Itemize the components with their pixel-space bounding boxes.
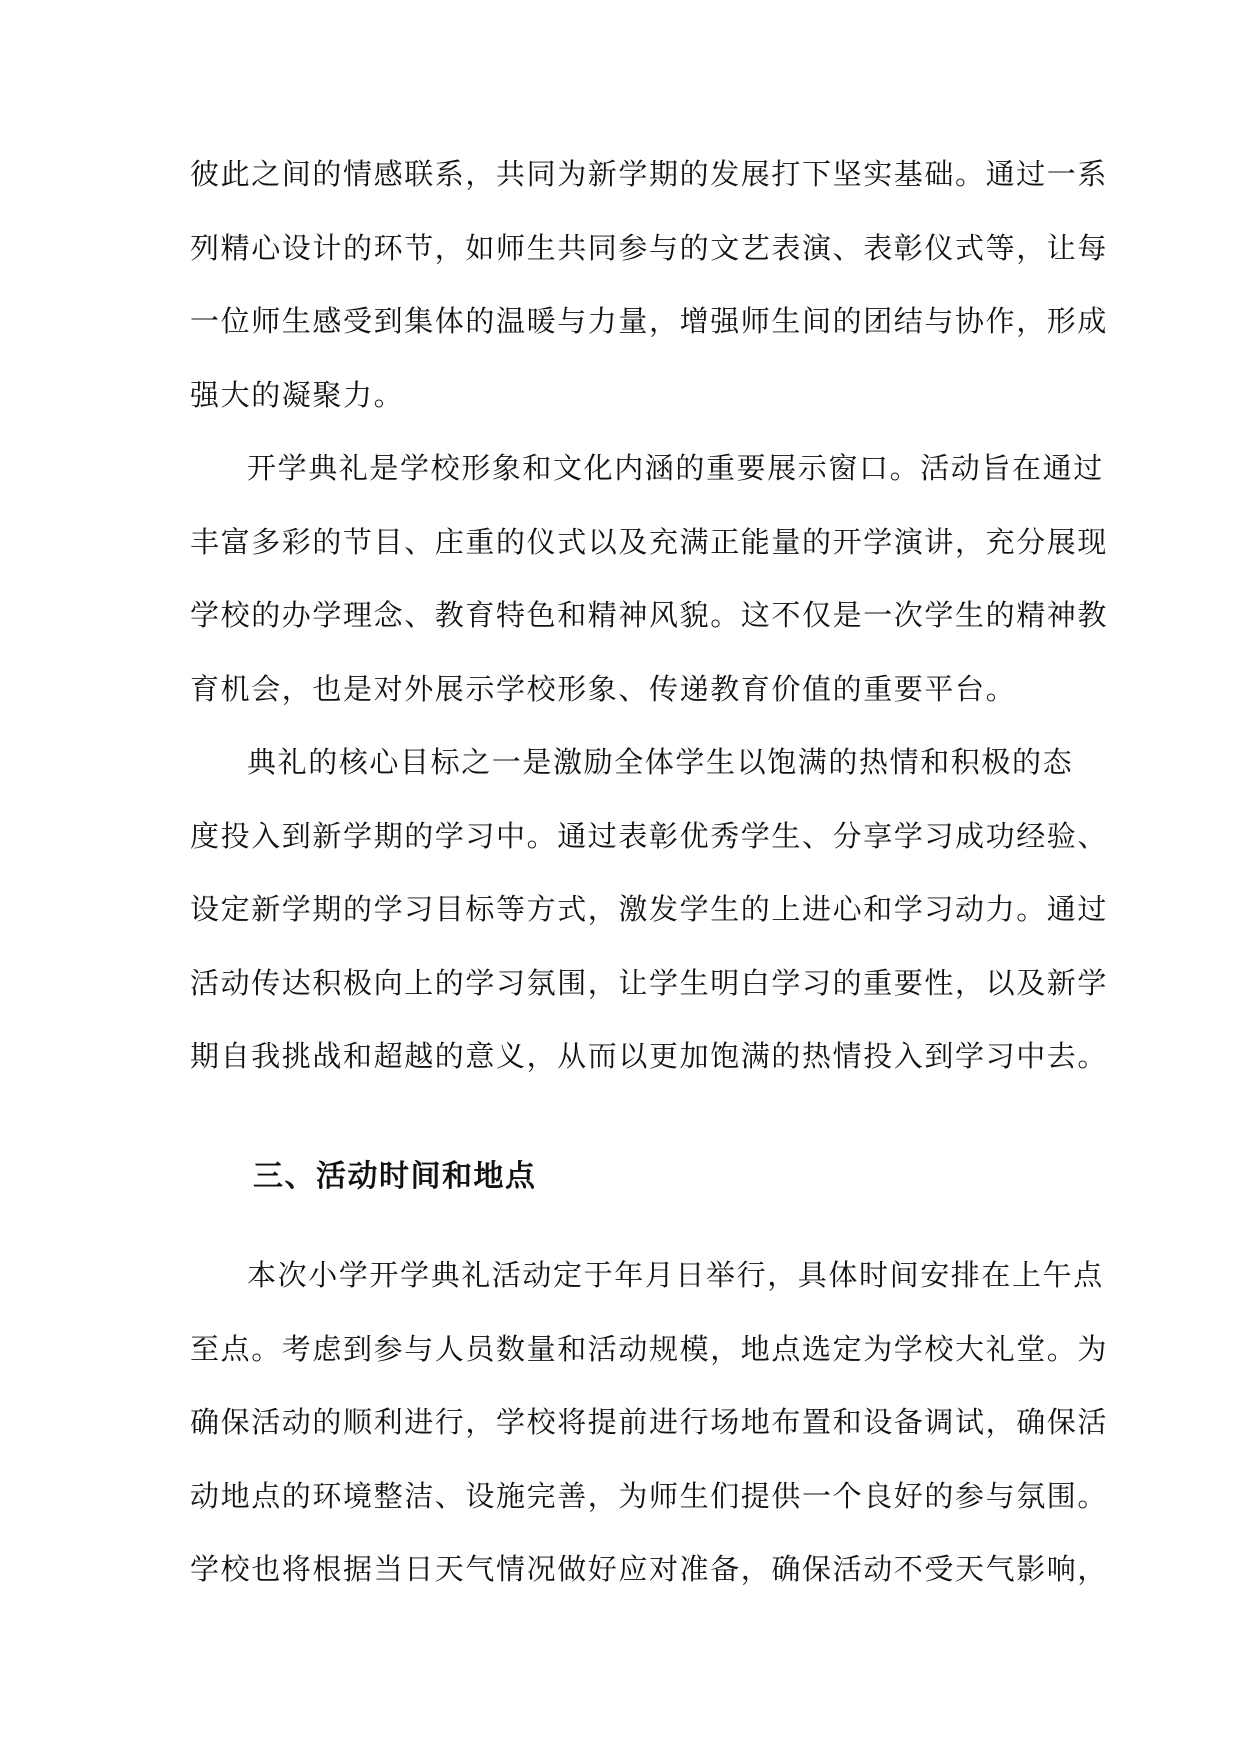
paragraph-3-line-2: 度投入到新学期的学习中。通过表彰优秀学生、分享学习成功经验、 bbox=[190, 819, 1109, 853]
section-paragraph-line-3: 确保活动的顺利进行，学校将提前进行场地布置和设备调试，确保活 bbox=[190, 1405, 1109, 1439]
section-paragraph-line-5: 学校也将根据当日天气情况做好应对准备，确保活动不受天气影响， bbox=[190, 1552, 1109, 1586]
paragraph-2-line-4: 育机会，也是对外展示学校形象、传递教育价值的重要平台。 bbox=[190, 672, 1017, 706]
paragraph-2-line-2: 丰富多彩的节目、庄重的仪式以及充满正能量的开学演讲，充分展现 bbox=[190, 525, 1109, 559]
section-paragraph-line-1: 本次小学开学典礼活动定于年月日举行，具体时间安排在上午点 bbox=[247, 1258, 1104, 1292]
paragraph-1-line-4: 强大的凝聚力。 bbox=[190, 378, 405, 412]
paragraph-2-line-1: 开学典礼是学校形象和文化内涵的重要展示窗口。活动旨在通过 bbox=[247, 451, 1104, 485]
section-paragraph-line-2: 至点。考虑到参与人员数量和活动规模，地点选定为学校大礼堂。为 bbox=[190, 1332, 1109, 1366]
paragraph-3-line-4: 活动传达积极向上的学习氛围，让学生明白学习的重要性，以及新学 bbox=[190, 966, 1109, 1000]
paragraph-3-line-1: 典礼的核心目标之一是激励全体学生以饱满的热情和积极的态 bbox=[247, 745, 1074, 779]
paragraph-2-line-3: 学校的办学理念、教育特色和精神风貌。这不仅是一次学生的精神教 bbox=[190, 598, 1109, 632]
paragraph-1-line-3: 一位师生感受到集体的温暖与力量，增强师生间的团结与协作，形成 bbox=[190, 304, 1109, 338]
paragraph-1-line-1: 彼此之间的情感联系，共同为新学期的发展打下坚实基础。通过一系 bbox=[190, 157, 1109, 191]
paragraph-1-line-2: 列精心设计的环节，如师生共同参与的文艺表演、表彰仪式等，让每 bbox=[190, 231, 1109, 265]
section-heading: 三、活动时间和地点 bbox=[253, 1159, 537, 1194]
paragraph-3-line-3: 设定新学期的学习目标等方式，激发学生的上进心和学习动力。通过 bbox=[190, 892, 1109, 926]
paragraph-3-line-5: 期自我挑战和超越的意义，从而以更加饱满的热情投入到学习中去。 bbox=[190, 1039, 1109, 1073]
section-paragraph-line-4: 动地点的环境整洁、设施完善，为师生们提供一个良好的参与氛围。 bbox=[190, 1479, 1109, 1513]
